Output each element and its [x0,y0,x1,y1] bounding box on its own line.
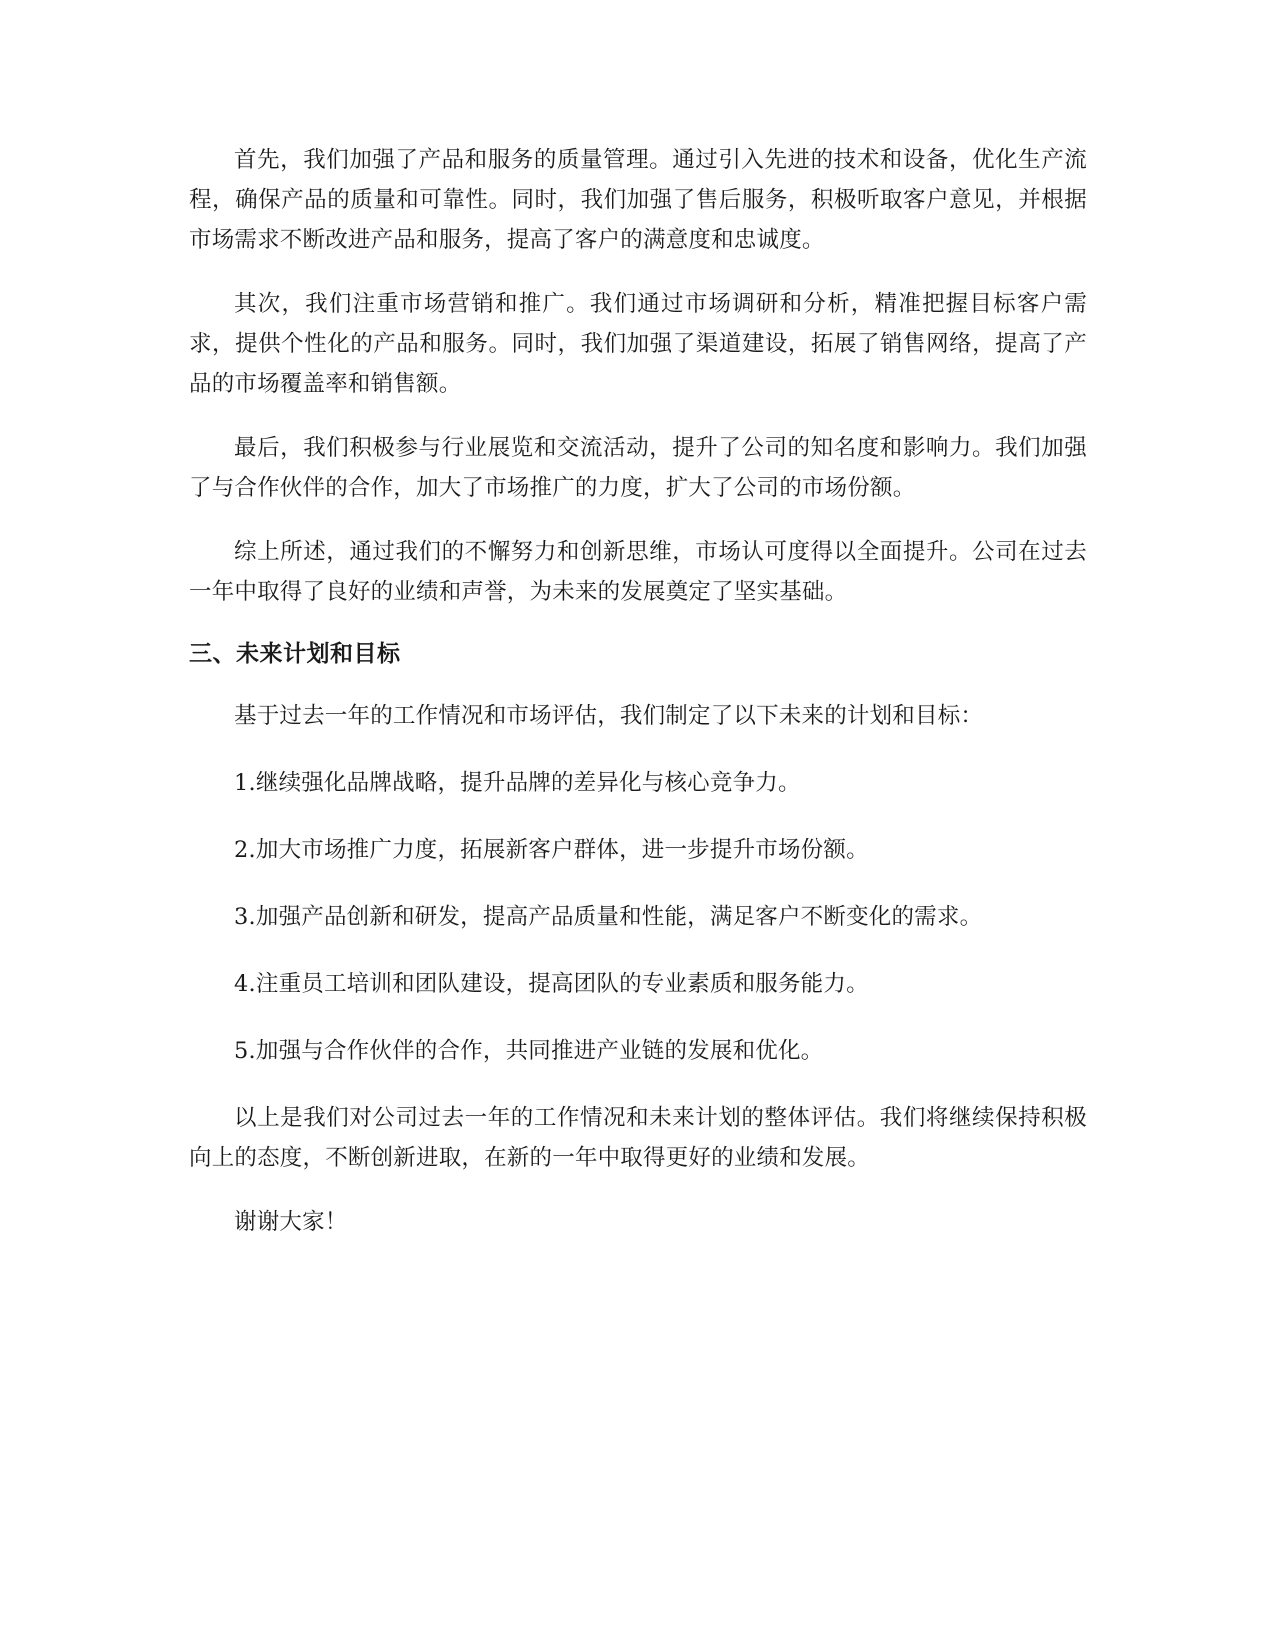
list-item: 4.注重员工培训和团队建设，提高团队的专业素质和服务能力。 [234,971,869,997]
list-item: 3.加强产品创新和研发，提高产品质量和性能，满足客户不断变化的需求。 [234,904,983,930]
paragraph-quality-management: 首先，我们加强了产品和服务的质量管理。通过引入先进的技术和设备，优化生产流程，确保产品的质量和可靠性。同时，我们加强了售后服务，积极听取客户意见，并根据市场需求不断改进产品和服务，提高了客户的满意度和忠诚度。 [189,147,1087,253]
paragraph-marketing: 其次，我们注重市场营销和推广。我们通过市场调研和分析，精准把握目标客户需求，提供个性化的产品和服务。同时，我们加强了渠道建设，拓展了销售网络，提高了产品的市场覆盖率和销售额。 [189,291,1087,397]
list-item: 1.继续强化品牌战略，提升品牌的差异化与核心竞争力。 [234,770,801,796]
paragraph-closing: 以上是我们对公司过去一年的工作情况和未来计划的整体评估。我们将继续保持积极向上的态度，不断创新进取，在新的一年中取得更好的业绩和发展。 [189,1105,1087,1171]
section-heading-future-plans: 三、未来计划和目标 [189,641,401,667]
paragraph-exhibitions: 最后，我们积极参与行业展览和交流活动，提升了公司的知名度和影响力。我们加强了与合作伙伴的合作，加大了市场推广的力度，扩大了公司的市场份额。 [189,435,1087,501]
paragraph-plans-intro: 基于过去一年的工作情况和市场评估，我们制定了以下未来的计划和目标： [234,703,984,729]
list-item: 5.加强与合作伙伴的合作，共同推进产业链的发展和优化。 [234,1038,824,1064]
document-page [189,140,1087,1242]
plan-list [189,763,1087,1071]
list-item: 2.加大市场推广力度，拓展新客户群体，进一步提升市场份额。 [234,837,869,863]
paragraph-thanks: 谢谢大家！ [234,1209,348,1235]
paragraph-summary: 综上所述，通过我们的不懈努力和创新思维，市场认可度得以全面提升。公司在过去一年中取得了良好的业绩和声誉，为未来的发展奠定了坚实基础。 [189,539,1087,605]
